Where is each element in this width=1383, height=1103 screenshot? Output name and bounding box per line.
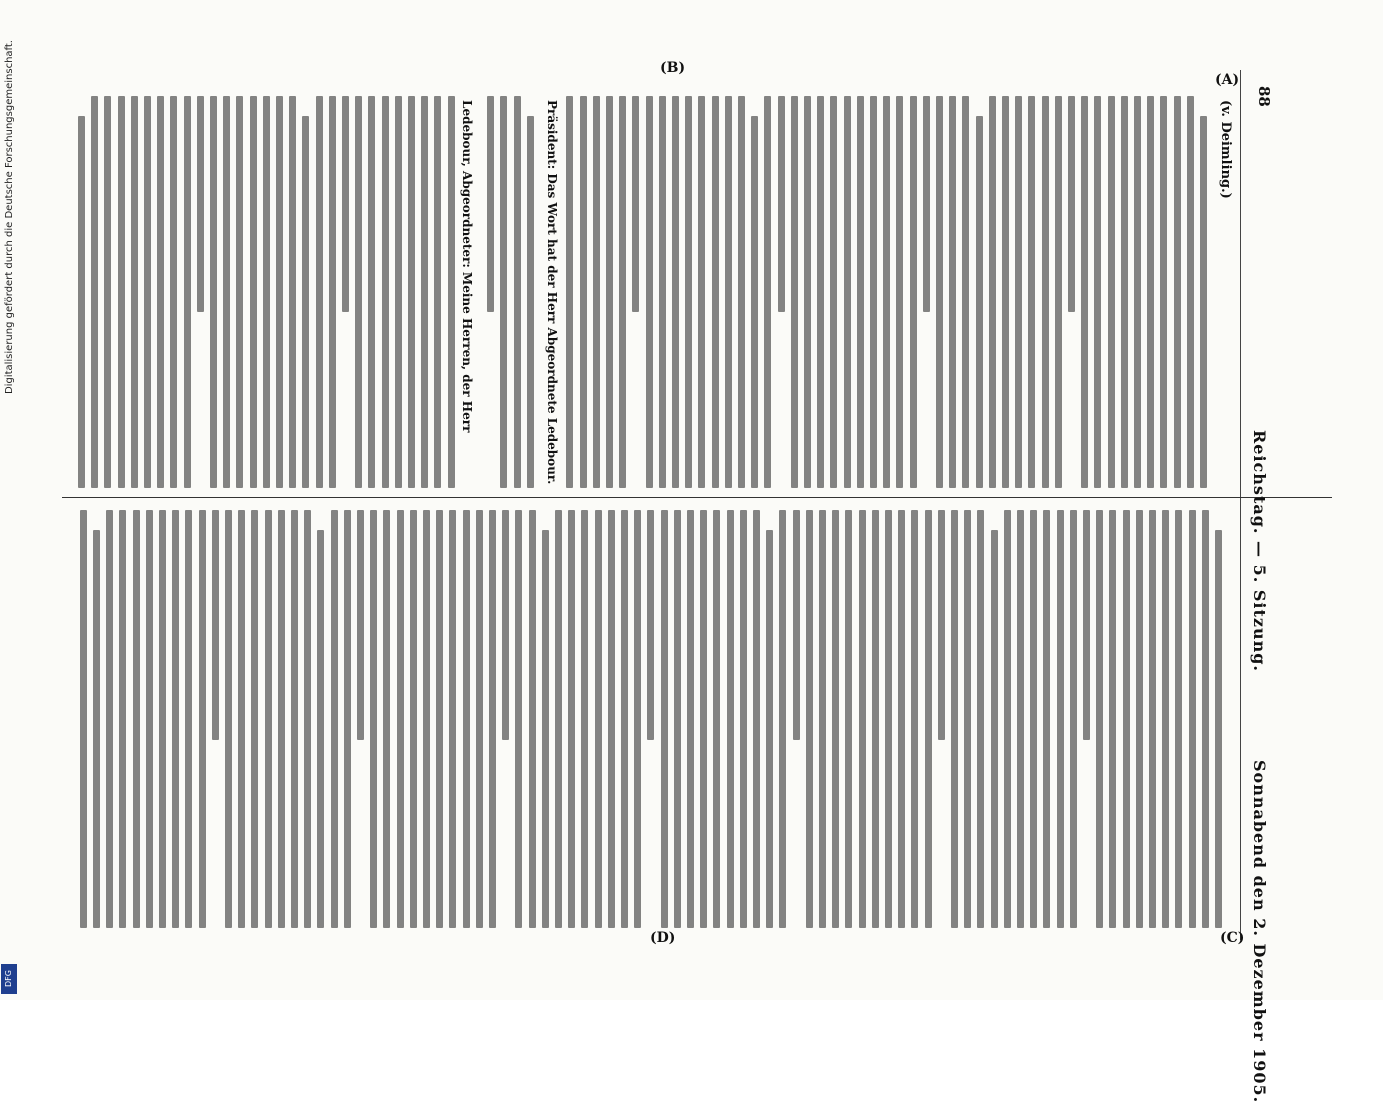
text-line	[1187, 96, 1194, 488]
page-date: Sonnabend den 2. Dezember 1905.	[1250, 760, 1269, 1103]
text-line	[489, 510, 496, 928]
text-line	[500, 96, 507, 488]
speaker-president: Präsident: Das Wort hat der Herr Abgeordnete Ledebour.	[545, 100, 559, 485]
page-title: Reichstag. — 5. Sitzung.	[1250, 430, 1269, 672]
text-line	[276, 96, 283, 488]
text-line	[291, 510, 298, 928]
text-line	[515, 510, 522, 928]
text-line	[144, 96, 151, 488]
text-line	[910, 96, 917, 488]
text-line	[436, 510, 443, 928]
text-line	[91, 96, 98, 488]
text-line	[133, 510, 140, 928]
text-line	[265, 510, 272, 928]
text-line	[727, 510, 734, 928]
text-line	[938, 510, 945, 740]
text-line	[857, 96, 864, 488]
text-line	[580, 96, 587, 488]
text-line	[382, 96, 389, 488]
text-line	[566, 96, 573, 488]
text-line	[555, 510, 562, 928]
text-line	[1043, 510, 1050, 928]
text-line	[1123, 510, 1130, 928]
text-line	[302, 116, 309, 488]
text-line	[448, 96, 455, 488]
text-line	[778, 96, 785, 312]
text-line	[118, 96, 125, 488]
text-line	[1070, 510, 1077, 928]
text-line	[172, 510, 179, 928]
text-line	[859, 510, 866, 928]
text-line	[896, 96, 903, 488]
text-line	[793, 510, 800, 740]
text-line	[146, 510, 153, 928]
text-line	[1004, 510, 1011, 928]
text-line	[104, 96, 111, 488]
text-line	[619, 96, 626, 488]
text-line	[383, 510, 390, 928]
text-line	[844, 96, 851, 488]
text-line	[634, 510, 641, 928]
text-line	[1096, 510, 1103, 928]
text-line	[951, 510, 958, 928]
text-line	[1200, 116, 1207, 488]
text-line	[223, 96, 230, 488]
text-line	[331, 510, 338, 928]
speaker-deimling: (v. Deimling.)	[1218, 100, 1233, 199]
text-line	[898, 510, 905, 928]
text-line	[329, 96, 336, 488]
text-line	[923, 96, 930, 312]
text-line	[845, 510, 852, 928]
text-line	[804, 96, 811, 488]
text-line	[606, 96, 613, 488]
text-line	[581, 510, 588, 928]
text-line	[355, 96, 362, 488]
text-line	[872, 510, 879, 928]
text-line	[977, 510, 984, 928]
text-line	[80, 510, 87, 928]
text-line	[806, 510, 813, 928]
text-line	[1149, 510, 1156, 928]
text-line	[632, 96, 639, 312]
text-line	[1028, 96, 1035, 488]
text-line	[1109, 510, 1116, 928]
text-line	[487, 96, 494, 312]
text-line	[779, 510, 786, 928]
text-line	[674, 510, 681, 928]
text-line	[1202, 510, 1209, 928]
text-line	[1057, 510, 1064, 928]
text-line	[621, 510, 628, 928]
text-line	[236, 96, 243, 488]
margin-marker-d: (D)	[650, 930, 676, 946]
text-line	[991, 530, 998, 928]
text-line	[78, 116, 85, 488]
text-line	[753, 510, 760, 928]
text-line	[157, 96, 164, 488]
column-divider	[62, 497, 1332, 498]
text-line	[263, 96, 270, 488]
margin-marker-c: (C)	[1220, 930, 1245, 946]
text-line	[131, 96, 138, 488]
text-line	[1147, 96, 1154, 488]
text-line	[713, 510, 720, 928]
text-line	[317, 530, 324, 928]
text-line	[1030, 510, 1037, 928]
text-line	[423, 510, 430, 928]
text-line	[185, 510, 192, 928]
text-line	[925, 510, 932, 928]
text-line	[434, 96, 441, 488]
page-number: 88	[1255, 86, 1273, 107]
text-line	[316, 96, 323, 488]
text-line	[964, 510, 971, 928]
text-line	[751, 116, 758, 488]
text-line	[527, 116, 534, 488]
text-line	[106, 510, 113, 928]
text-line	[593, 96, 600, 488]
text-line	[225, 510, 232, 928]
text-line	[766, 530, 773, 928]
speaker-ledebour: Ledebour, Abgeordneter: Meine Herren, der Herr	[460, 100, 474, 433]
text-line	[949, 96, 956, 488]
text-line	[911, 510, 918, 928]
digitization-credit: Digitalisierung gefördert durch die Deutsche Forschungsgemeinschaft.	[4, 40, 15, 395]
text-line	[659, 96, 666, 488]
margin-marker-a: (A)	[1215, 72, 1240, 88]
text-line	[1002, 96, 1009, 488]
text-line	[170, 96, 177, 488]
text-line	[568, 510, 575, 928]
text-line	[119, 510, 126, 928]
text-line	[989, 96, 996, 488]
text-line	[342, 96, 349, 312]
text-line	[819, 510, 826, 928]
text-line	[595, 510, 602, 928]
text-line	[159, 510, 166, 928]
text-line	[1094, 96, 1101, 488]
text-line	[1068, 96, 1075, 312]
text-line	[238, 510, 245, 928]
text-line	[529, 510, 536, 928]
text-line	[289, 96, 296, 488]
text-line	[421, 96, 428, 488]
text-line	[687, 510, 694, 928]
text-line	[304, 510, 311, 928]
text-line	[1121, 96, 1128, 488]
text-line	[278, 510, 285, 928]
text-line	[883, 96, 890, 488]
text-line	[368, 96, 375, 488]
text-line	[830, 96, 837, 488]
text-line	[1134, 96, 1141, 488]
text-line	[1042, 96, 1049, 488]
text-line	[184, 96, 191, 488]
text-line	[1174, 96, 1181, 488]
text-line	[1162, 510, 1169, 928]
text-line	[646, 96, 653, 488]
text-line	[197, 96, 204, 312]
text-line	[725, 96, 732, 488]
header-rule	[1240, 70, 1241, 940]
text-line	[870, 96, 877, 488]
text-line	[791, 96, 798, 488]
text-line	[817, 96, 824, 488]
text-line	[738, 96, 745, 488]
text-line	[463, 510, 470, 928]
text-line	[685, 96, 692, 488]
text-line	[936, 96, 943, 488]
text-line	[698, 96, 705, 488]
text-line	[357, 510, 364, 740]
text-line	[1055, 96, 1062, 488]
dfg-logo: DFG	[1, 964, 17, 994]
text-line	[397, 510, 404, 928]
text-line	[672, 96, 679, 488]
text-line	[1015, 96, 1022, 488]
text-line	[764, 96, 771, 488]
text-line	[210, 96, 217, 488]
text-line	[542, 530, 549, 928]
text-line	[502, 510, 509, 740]
text-line	[344, 510, 351, 928]
text-line	[1108, 96, 1115, 488]
text-line	[449, 510, 456, 928]
text-line	[962, 96, 969, 488]
text-line	[212, 510, 219, 740]
text-line	[1215, 530, 1222, 928]
text-line	[712, 96, 719, 488]
text-line	[1189, 510, 1196, 928]
text-line	[199, 510, 206, 928]
text-line	[1136, 510, 1143, 928]
text-line	[1160, 96, 1167, 488]
text-line	[1017, 510, 1024, 928]
text-line	[251, 510, 258, 928]
text-line	[370, 510, 377, 928]
text-line	[647, 510, 654, 740]
text-line	[700, 510, 707, 928]
text-line	[395, 96, 402, 488]
text-line	[514, 96, 521, 488]
text-line	[740, 510, 747, 928]
text-line	[661, 510, 668, 928]
text-line	[93, 530, 100, 928]
margin-marker-b: (B)	[660, 60, 686, 76]
text-line	[1175, 510, 1182, 928]
text-line	[410, 510, 417, 928]
text-line	[885, 510, 892, 928]
text-line	[408, 96, 415, 488]
text-line	[1081, 96, 1088, 488]
text-line	[476, 510, 483, 928]
text-line	[608, 510, 615, 928]
text-line	[976, 116, 983, 488]
text-line	[1083, 510, 1090, 740]
text-line	[250, 96, 257, 488]
text-line	[832, 510, 839, 928]
